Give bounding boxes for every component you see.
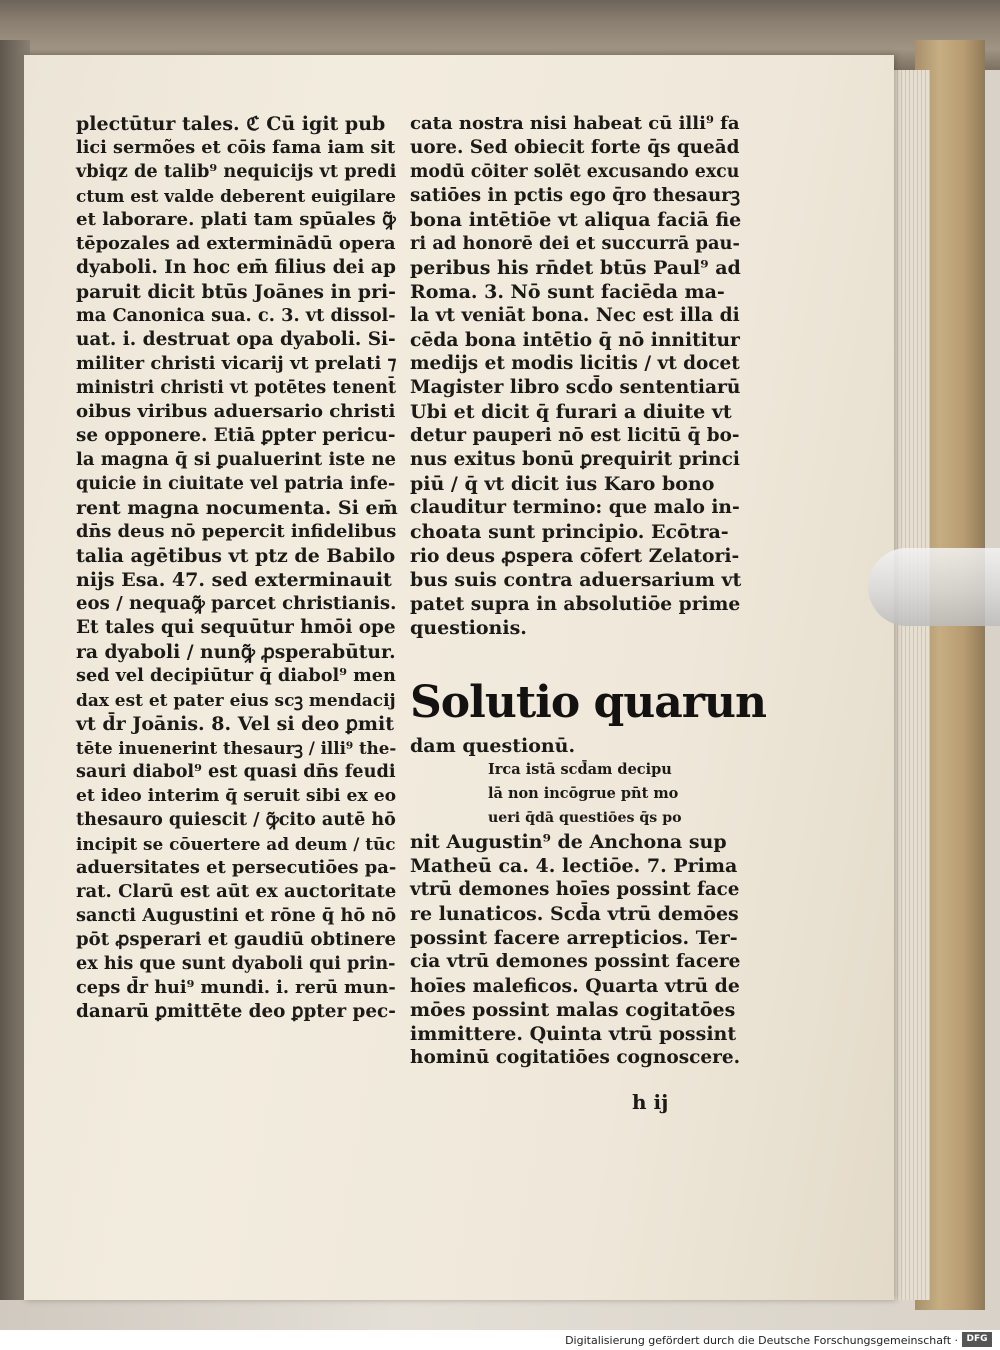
text-line: plectūtur tales. ℭ Cū igit pub (76, 113, 386, 135)
text-line: rio deus ꝓspera cōfert Zelatori- (410, 545, 740, 567)
text-line: vtrū demones hoīes possint face (410, 879, 740, 900)
text-line: cia vtrū demones possint facere (410, 951, 741, 972)
text-line: paruit dicit btūs Joānes in pri- (76, 281, 396, 303)
text-line: tēpozales ad exterminādū opera (76, 233, 396, 254)
text-line: thesauro quiescit / ꝙ̃cito autē hō (76, 810, 396, 830)
section-heading: Solutio quarun (410, 677, 766, 728)
text-line: lici sermões et cōis fama iam sit (76, 137, 396, 158)
text-line: mōes possint malas cogitatōes (410, 999, 736, 1021)
text-line: ma Canonica sua. c. 3. vt dissol- (76, 305, 396, 326)
text-line: pōt ꝓsperari et gaudiū obtinere (76, 929, 397, 950)
signature-mark: h ij (632, 1090, 669, 1114)
text-line: re lunaticos. Scd̄a vtrū demōes (410, 903, 739, 925)
text-line: bus suis contra aduersarium vt (410, 569, 742, 591)
page-clip (868, 548, 1000, 626)
text-line: et ideo interim q̄ seruit sibi ex eo (76, 786, 397, 806)
text-line: se opponere. Etiā ꝑpter pericu- (76, 425, 396, 446)
text-line: sed vel decipiūtur q̄ diabol⁹ men (76, 665, 396, 686)
text-line: eos / nequaꝙ̃ parcet christianis. (76, 593, 397, 614)
text-line: la vt veniāt bona. Nec est illa di (410, 305, 740, 326)
left-text-column (76, 112, 396, 1024)
text-line: cata nostra nisi habeat cū illi⁹ fa (410, 113, 740, 134)
text-line: ctum est valde deberent euigilare (76, 186, 396, 206)
text-line: rat. Clarū est aūt ex auctoritate (76, 881, 397, 902)
text-line: quicie in ciuitate vel patria infe- (76, 473, 396, 494)
text-line: Et tales qui sequūtur hmōi ope (76, 617, 396, 638)
text-line: possint facere arrepticios. Ter- (410, 927, 738, 949)
text-line: Ubi et dicit q̄ furari a diuite vt (410, 401, 732, 423)
text-line: choata sunt principio. Ecōtra- (410, 521, 729, 543)
text-line: ra dyaboli / nunꝙ̃ ꝓsperabūtur. (76, 641, 396, 663)
text-line: hoīes maleficos. Quarta vtrū de (410, 975, 740, 997)
text-line: Irca istā scd̄am decipu (488, 761, 672, 778)
text-line: uat. i. destruat opa dyaboli. Si- (76, 329, 396, 350)
text-line: vbiqz de talib⁹ nequicijs vt predi (76, 161, 397, 182)
text-line: dn̄s deus nō pepercit infidelibus (76, 521, 397, 542)
text-line: talia agētibus vt ptz de Babilo (76, 545, 396, 567)
text-line: ri ad honorē dei et succurrā pau- (410, 233, 740, 254)
text-line: oibus viribus aduersario christi (76, 401, 396, 422)
text-line: detur pauperi nō est licitū q̄ bo- (410, 425, 740, 446)
text-line: dax est et pater eius scꝫ mendacij (76, 690, 396, 710)
text-line: patet supra in absolutiōe prime (410, 593, 741, 615)
text-line: ministri christi vt potētes tenent̄ (76, 378, 397, 398)
text-line: nus exitus bonū ꝑrequirit princi (410, 449, 740, 470)
text-line: dyaboli. In hoc em̄ filius dei ap (76, 257, 396, 278)
text-line: tēte inuenerint thesaurꝫ / illi⁹ the- (76, 738, 397, 758)
right-text-column-upper (410, 112, 740, 640)
text-line: sauri diabol⁹ est quasi dn̄s feudi (76, 761, 396, 782)
dfg-logo: DFG (962, 1332, 992, 1347)
right-text-column-lower (410, 734, 740, 1070)
text-line: ueri q̄dā questiōes q̄s po (488, 810, 682, 826)
text-line: cēda bona intētio q̄ nō innititur (410, 329, 740, 351)
text-line: la magna q̄ si ꝑualuerint iste ne (76, 449, 396, 470)
text-line: vt d̄r Joānis. 8. Vel si deo ꝑmit (76, 713, 394, 735)
text-line: ex his que sunt dyaboli qui prin- (76, 953, 396, 974)
text-line: immittere. Quinta vtrū possint (410, 1023, 737, 1045)
text-line: peribus his rn̄det btūs Paul⁹ ad (410, 257, 741, 279)
text-line: Magister libro scd̄o sententiarū (410, 377, 741, 398)
text-line: aduersitates et persecutiōes pa- (76, 857, 397, 878)
text-line: et laborare. plati tam spūales ꝙ̃ (76, 209, 396, 230)
text-line: hominū cogitatiōes cognoscere. (410, 1047, 741, 1068)
footer-credit: Digitalisierung gefördert durch die Deutsche Forschungsgemeinschaft · (565, 1334, 958, 1347)
text-line: ceps d̄r hui⁹ mundi. i. rerū mun- (76, 977, 396, 998)
text-line: satiōes in pctis ego q̄ro thesaurꝫ (410, 185, 741, 206)
text-line: militer christi vicarij vt prelati ⁊ (76, 353, 397, 374)
text-line: Roma. 3. Nō sunt faciēda ma- (410, 281, 725, 303)
text-line: bona intētiōe vt aliqua faciā fie (410, 209, 742, 231)
text-line: danarū ꝑmittēte deo ꝑpter pec- (76, 1001, 396, 1022)
text-line: nit Augustin⁹ de Anchona sup (410, 831, 727, 853)
text-line: clauditur termino: que malo in- (410, 497, 740, 518)
text-line: modū cōiter solēt excusando excu (410, 162, 740, 182)
text-line: uore. Sed obiecit forte q̄s queād (410, 137, 740, 158)
text-line: questionis. (410, 617, 527, 639)
text-line: sancti Augustini et rōne q̄ hō nō (76, 905, 397, 926)
text-line: incipit se cōuertere ad deum / tūc (76, 834, 396, 854)
text-line: lā non incōgrue pn̄t mo (488, 785, 679, 802)
text-line: dam questionū. (410, 735, 576, 757)
text-line: medijs et modis licitis / vt docet (410, 353, 740, 374)
text-line: Matheū ca. 4. lectiōe. 7. Prima (410, 855, 738, 877)
text-line: nijs Esa. 47. sed exterminauit (76, 569, 392, 591)
text-line: piū / q̄ vt dicit ius Karo bono (410, 473, 715, 495)
text-line: rent magna nocumenta. Si em̄ (76, 497, 398, 519)
